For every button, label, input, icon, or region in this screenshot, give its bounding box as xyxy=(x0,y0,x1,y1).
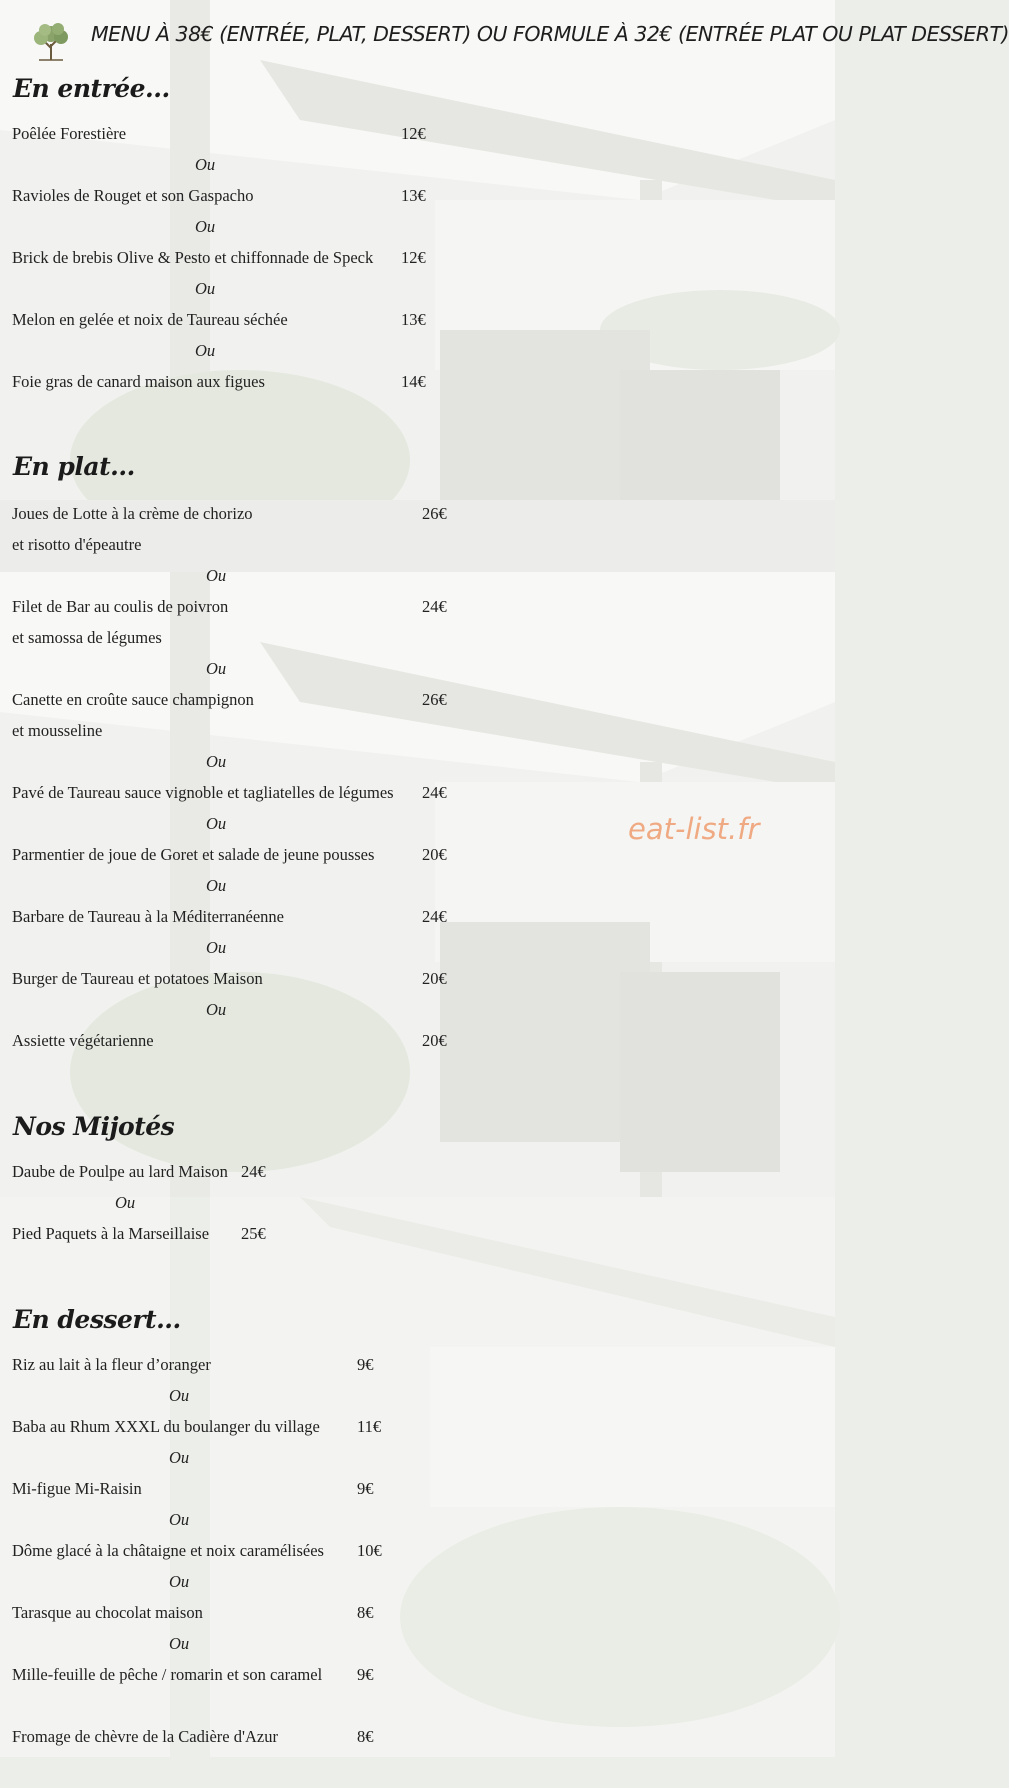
separator-ou: Ou xyxy=(169,1572,190,1591)
menu-item-name: Riz au lait à la fleur d’oranger xyxy=(12,1355,211,1374)
menu-item-name-line2: et samossa de légumes xyxy=(12,628,162,647)
separator-ou: Ou xyxy=(195,341,216,360)
separator-ou: Ou xyxy=(206,938,227,957)
menu-item-name: Pavé de Taureau sauce vignoble et tagliatelles de légumes xyxy=(12,783,394,802)
separator-ou: Ou xyxy=(169,1510,190,1529)
menu-item-price: 20€ xyxy=(422,1031,447,1050)
menu-item-name: Barbare de Taureau à la Méditerranéenne xyxy=(12,907,285,926)
separator-ou: Ou xyxy=(115,1193,136,1212)
menu-item-price: 9€ xyxy=(357,1665,374,1684)
menu-item-name: Assiette végétarienne xyxy=(12,1031,154,1050)
menu-item-name: Fromage de chèvre de la Cadière d'Azur xyxy=(12,1727,278,1746)
menu-header xyxy=(0,18,1009,68)
separator-ou: Ou xyxy=(206,566,227,585)
separator-ou: Ou xyxy=(206,876,227,895)
menu-item-price: 9€ xyxy=(357,1479,374,1498)
menu-item-price: 20€ xyxy=(422,845,447,864)
menu-item-name: Canette en croûte sauce champignon xyxy=(12,690,254,709)
menu-item-price: 12€ xyxy=(401,124,426,143)
menu-item-name: Poêlée Forestière xyxy=(12,124,127,143)
menu-item-name: Foie gras de canard maison aux figues xyxy=(12,372,265,391)
menu-item-name: Baba au Rhum XXXL du boulanger du village xyxy=(12,1417,320,1436)
menu-item-price: 26€ xyxy=(422,690,447,709)
menu-item-price: 24€ xyxy=(422,783,447,802)
menu-item-name: Burger de Taureau et potatoes Maison xyxy=(12,969,263,988)
menu-item-price: 24€ xyxy=(422,907,447,926)
menu-item-price: 8€ xyxy=(357,1603,374,1622)
menu-item-name: Mi-figue Mi-Raisin xyxy=(12,1479,142,1498)
menu-item-price: 24€ xyxy=(422,597,447,616)
menu-item-name: Parmentier de joue de Goret et salade de jeune pousses xyxy=(12,845,375,864)
separator-ou: Ou xyxy=(169,1386,190,1405)
menu-item-name: Joues de Lotte à la crème de chorizo xyxy=(12,504,253,523)
section-title-entrees: En entrée... xyxy=(13,74,170,103)
separator-ou: Ou xyxy=(195,217,216,236)
menu-formula-title: MENU À 38€ (ENTRÉE, PLAT, DESSERT) OU FORMULE À 32€ (ENTRÉE PLAT OU PLAT DESSERT) xyxy=(91,22,1009,46)
menu-item-price: 10€ xyxy=(357,1541,382,1560)
menu-item-price: 8€ xyxy=(357,1727,374,1746)
menu-item-name: Tarasque au chocolat maison xyxy=(12,1603,203,1622)
menu-item-price: 11€ xyxy=(357,1417,382,1436)
menu-item-price: 20€ xyxy=(422,969,447,988)
menu-item-name-line2: et mousseline xyxy=(12,721,103,740)
menu-item-name: Pied Paquets à la Marseillaise xyxy=(12,1224,210,1243)
separator-ou: Ou xyxy=(195,279,216,298)
menu-item-name: Melon en gelée et noix de Taureau séchée xyxy=(12,310,288,329)
section-title-plats: En plat... xyxy=(13,452,135,481)
menu-item-price: 12€ xyxy=(401,248,426,267)
menu-item-price: 9€ xyxy=(357,1355,374,1374)
menu-item-name: Ravioles de Rouget et son Gaspacho xyxy=(12,186,254,205)
menu-item-name: Brick de brebis Olive & Pesto et chiffonnade de Speck xyxy=(12,248,374,267)
menu-item-price: 24€ xyxy=(241,1162,266,1181)
menu-item-name: Mille-feuille de pêche / romarin et son caramel xyxy=(12,1665,323,1684)
menu-item-name: Daube de Poulpe au lard Maison xyxy=(12,1162,228,1181)
separator-ou: Ou xyxy=(206,659,227,678)
menu-item-price: 13€ xyxy=(401,310,426,329)
section-title-desserts: En dessert... xyxy=(13,1305,181,1334)
separator-ou: Ou xyxy=(169,1448,190,1467)
separator-ou: Ou xyxy=(195,155,216,174)
section-title-mijotes: Nos Mijotés xyxy=(13,1112,175,1141)
separator-ou: Ou xyxy=(206,752,227,771)
menu-item-name: Filet de Bar au coulis de poivron xyxy=(12,597,229,616)
menu-item-name: Dôme glacé à la châtaigne et noix caramélisées xyxy=(12,1541,324,1560)
watermark: eat-list.fr xyxy=(628,812,760,846)
menu-item-price: 25€ xyxy=(241,1224,266,1243)
menu-item-price: 14€ xyxy=(401,372,426,391)
menu-item-price: 13€ xyxy=(401,186,426,205)
tree-icon xyxy=(29,22,73,62)
separator-ou: Ou xyxy=(169,1634,190,1653)
menu-item-price: 26€ xyxy=(422,504,447,523)
separator-ou: Ou xyxy=(206,814,227,833)
separator-ou: Ou xyxy=(206,1000,227,1019)
menu-item-name-line2: et risotto d'épeautre xyxy=(12,535,142,554)
